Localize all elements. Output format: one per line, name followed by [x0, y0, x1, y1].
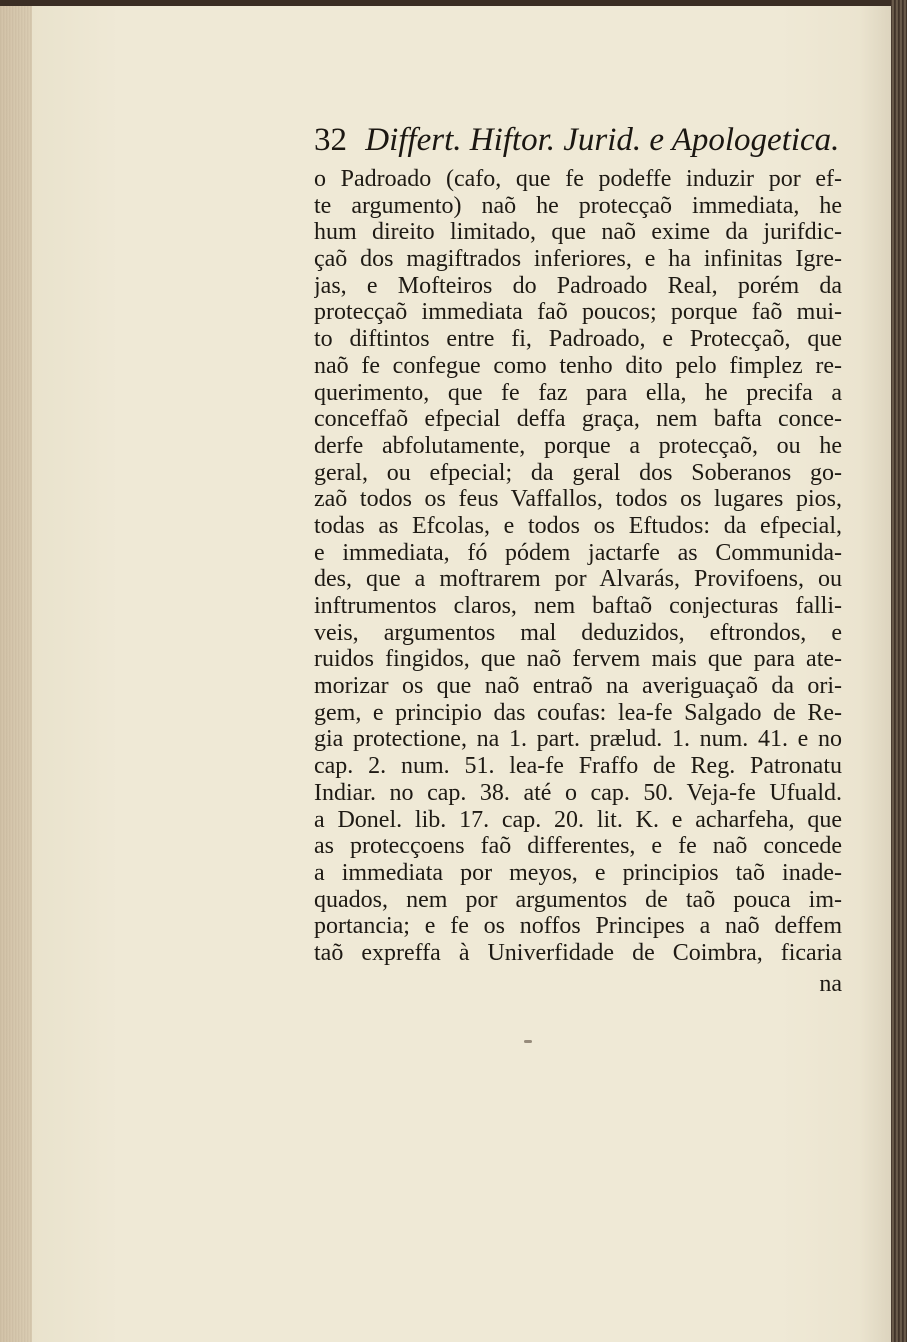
- text-line: a immediata por meyos, e principios taõ inade-: [314, 859, 842, 886]
- page-top-edge: [0, 0, 907, 6]
- text-line: todas as Efcolas, e todos os Eftudos: da efpecial,: [314, 512, 842, 539]
- text-line: cap. 2. num. 51. lea-fe Fraffo de Reg. Patronatu: [314, 753, 842, 780]
- text-line: veis, argumentos mal deduzidos, eftrondos, e: [314, 619, 842, 646]
- text-line: inftrumentos claros, nem baftaõ conjecturas falli-: [314, 593, 842, 619]
- text-line: morizar os que naõ entraõ na averiguaçaõ da ori-: [314, 673, 842, 700]
- text-line: gia protectione, na 1. part. prælud. 1. num. 41. e no: [314, 726, 842, 753]
- text-line: gem, e principio das coufas: lea-fe Salgado de Re-: [314, 699, 842, 726]
- text-line: çaõ dos magiftrados inferiores, e ha infinitas Igre-: [314, 246, 842, 273]
- text-line: hum direito limitado, que naõ exime da jurifdic-: [314, 219, 842, 246]
- text-line: portancia; e fe os noffos Principes a naõ deffem: [314, 913, 842, 940]
- running-header: [314, 118, 840, 162]
- text-line: naõ fe confegue como tenho dito pelo fimplez re-: [314, 352, 842, 379]
- text-line: as protecçoens faõ differentes, e fe naõ concede: [314, 833, 842, 860]
- text-line: ruidos fingidos, que naõ fervem mais que para ate-: [314, 646, 842, 673]
- text-line: e immediata, fó pódem jactarfe as Communida-: [314, 539, 842, 566]
- text-line: zaõ todos os feus Vaffallos, todos os lugares pios,: [314, 486, 842, 513]
- text-line: te argumento) naõ he protecçaõ immediata, he: [314, 192, 842, 219]
- page-number: 32: [314, 122, 347, 158]
- running-title: Differt. Hiftor. Jurid. e Apologetica.: [365, 122, 840, 158]
- text-line: quados, nem por argumentos de taõ pouca im-: [314, 886, 842, 913]
- text-line: geral, ou efpecial; da geral dos Soberanos go-: [314, 459, 842, 486]
- text-line: a Donel. lib. 17. cap. 20. lit. K. e acharfeha, que: [314, 806, 842, 833]
- text-line: o Padroado (cafo, que fe podeffe induzir por ef-: [314, 166, 842, 192]
- text-line: to diftintos entre fi, Padroado, e Protecçaõ, que: [314, 326, 842, 353]
- body-text: [314, 166, 842, 997]
- text-line: querimento, que fe faz para ella, he precifa a: [314, 379, 842, 406]
- text-line: conceffaõ efpecial deffa graça, nem bafta conce-: [314, 406, 842, 433]
- text-line: protecçaõ immediata faõ poucos; porque faõ mui-: [314, 299, 842, 326]
- text-line: derfe abfolutamente, porque a protecçaõ, ou he: [314, 432, 842, 459]
- text-line: jas, e Mofteiros do Padroado Real, porém da: [314, 272, 842, 299]
- text-line: taõ expreffa à Univerfidade de Coimbra, ficaria: [314, 939, 842, 966]
- text-line: Indiar. no cap. 38. até o cap. 50. Veja-fe Ufuald.: [314, 779, 842, 806]
- page-gutter: [0, 0, 32, 1342]
- ink-speck: [524, 1040, 532, 1043]
- catchword: na: [819, 970, 842, 997]
- text-line: des, que a moftrarem por Alvarás, Provifoens, ou: [314, 566, 842, 593]
- page-fore-edge: [891, 0, 907, 1342]
